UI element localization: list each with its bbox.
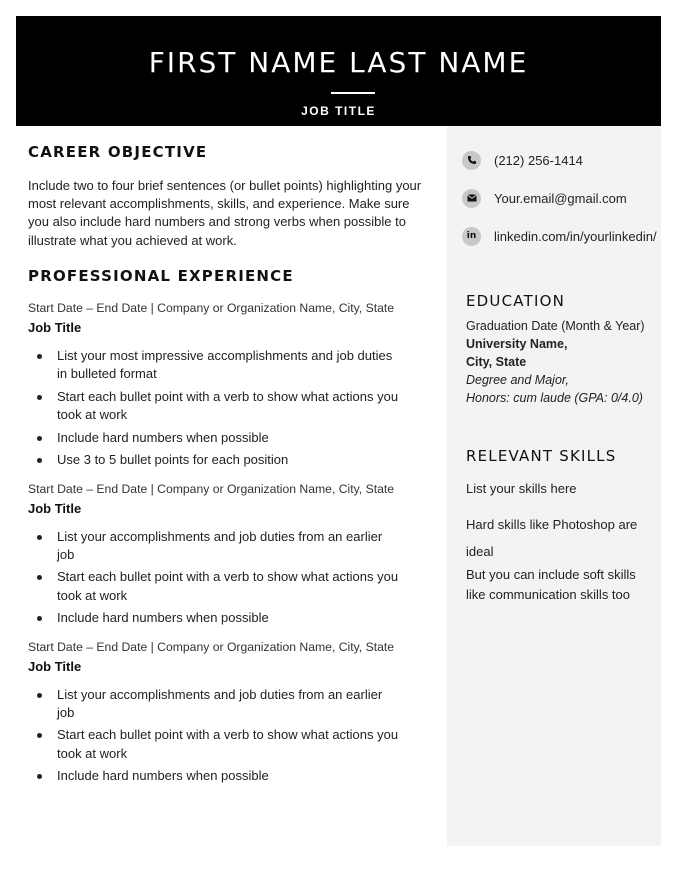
job-entry: [28, 299, 428, 470]
list-item: Start each bullet point with a verb to show what actions you took at work: [57, 388, 402, 424]
education-heading: EDUCATION: [466, 292, 565, 310]
job-meta: Start Date – End Date | Company or Organization Name, City, State: [28, 481, 395, 496]
job-bullets: [28, 528, 428, 628]
linkedin-icon: in: [462, 227, 481, 246]
resume-header: [16, 16, 661, 126]
skills-heading: RELEVANT SKILLS: [466, 447, 617, 465]
skill-item: List your skills here: [466, 481, 577, 496]
job-title: Job Title: [28, 658, 82, 674]
skill-item: But you can include soft skills like communication skills too: [466, 567, 636, 602]
degree-major: Degree and Major,: [466, 373, 569, 387]
honors: Honors: cum laude (GPA: 0/4.0): [466, 391, 643, 405]
job-title: Job Title: [28, 319, 82, 335]
list-item: List your accomplishments and job duties from an earlier job: [57, 528, 402, 564]
experience-heading: PROFESSIONAL EXPERIENCE: [28, 266, 294, 285]
contact-phone: [462, 150, 583, 170]
list-item: List your most impressive accomplishments and job duties in bulleted format: [57, 347, 402, 383]
university-location: City, State: [466, 355, 527, 369]
list-item: Include hard numbers when possible: [57, 767, 402, 785]
linkedin-url[interactable]: linkedin.com/in/yourlinkedin/: [494, 228, 657, 244]
list-item: List your accomplishments and job duties from an earlier job: [57, 686, 402, 722]
email-icon: [462, 189, 481, 208]
job-entry: [28, 638, 428, 786]
job-meta: Start Date – End Date | Company or Organization Name, City, State: [28, 639, 395, 654]
phone-number: (212) 256-1414: [494, 152, 583, 168]
job-meta: Start Date – End Date | Company or Organization Name, City, State: [28, 300, 395, 315]
job-bullets: [28, 686, 428, 786]
job-entry: [28, 480, 428, 628]
contact-linkedin: [462, 226, 657, 246]
skill-item: Hard skills like Photoshop are ideal: [466, 517, 638, 559]
graduation-date: Graduation Date (Month & Year): [466, 319, 645, 333]
phone-icon: [462, 151, 481, 170]
list-item: Start each bullet point with a verb to show what actions you took at work: [57, 726, 402, 762]
header-job-title: JOB TITLE: [301, 104, 376, 118]
university-name: University Name,: [466, 337, 568, 351]
list-item: Include hard numbers when possible: [57, 609, 402, 627]
full-name: FIRST NAME LAST NAME: [148, 46, 529, 79]
list-item: Include hard numbers when possible: [57, 429, 402, 447]
career-objective-heading: CAREER OBJECTIVE: [28, 143, 208, 161]
job-title: Job Title: [28, 500, 82, 516]
main-column: [28, 140, 428, 790]
email-address[interactable]: Your.email@gmail.com: [494, 190, 627, 206]
list-item: Use 3 to 5 bullet points for each position: [57, 451, 402, 469]
list-item: Start each bullet point with a verb to show what actions you took at work: [57, 568, 402, 604]
job-bullets: [28, 347, 428, 470]
contact-email: [462, 188, 627, 208]
career-objective-text: Include two to four brief sentences (or bullet points) highlighting your most relevant accomplishments, skills, and experience. Make sure you also include hard numbers and strong verbs when possible to illustrate what you achieved at work.: [28, 178, 422, 248]
header-divider: [331, 92, 375, 94]
